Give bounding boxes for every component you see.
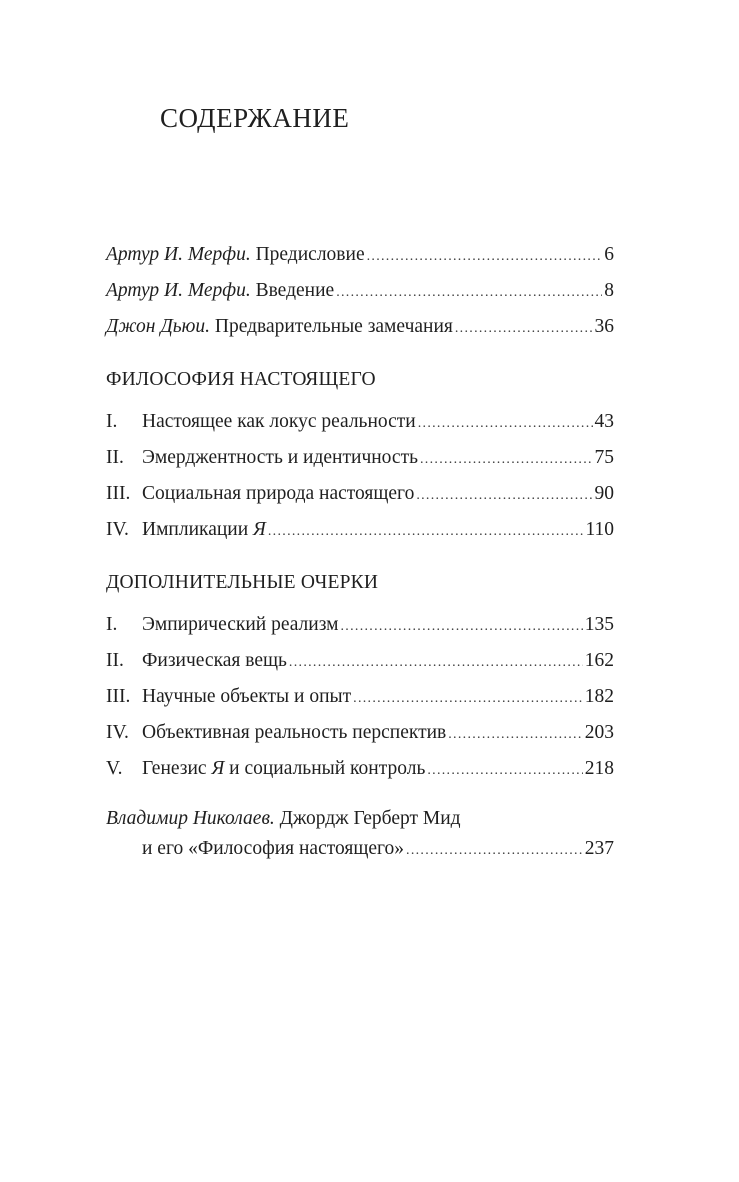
entry-page-number: 6: [604, 244, 614, 265]
entry-page-number: 218: [584, 758, 614, 779]
entry-number: II.: [106, 447, 124, 468]
leader-dots: [420, 442, 593, 478]
entry-title-italic: Я: [253, 519, 266, 540]
leader-dots: [289, 645, 583, 681]
page-title: СОДЕРЖАНИЕ: [160, 103, 350, 133]
entry-title: Социальная природа настоящего: [142, 483, 415, 504]
leader-dots: [336, 275, 602, 311]
entry-page-number: 75: [594, 447, 614, 468]
leader-dots: [367, 239, 603, 275]
entry-title: Предварительные замечания: [214, 316, 453, 337]
entry-page-number: 203: [584, 722, 614, 743]
leader-dots: [418, 406, 593, 442]
entry-title: Введение: [255, 280, 335, 301]
leader-dots: [416, 478, 592, 514]
toc-entry-afterword-line2[interactable]: [106, 834, 614, 864]
entry-number: I.: [106, 411, 118, 432]
toc-entry-s1-3[interactable]: [106, 476, 614, 512]
entry-title-rest: и социальный контроль: [229, 758, 426, 779]
toc-entry-s1-4[interactable]: [106, 512, 614, 548]
entry-title-italic: Я: [211, 758, 225, 779]
entry-author: Джон Дьюи.: [106, 316, 211, 337]
toc-entry-s2-1[interactable]: [106, 607, 614, 643]
entry-number: IV.: [106, 519, 129, 540]
entry-number: I.: [106, 614, 118, 635]
entry-number: III.: [106, 483, 131, 504]
entry-title: Генезис: [142, 758, 207, 779]
leader-dots: [448, 717, 583, 753]
entry-title: Эмерджентность и идентичность: [142, 447, 418, 468]
leader-dots: [341, 609, 583, 645]
leader-dots: [268, 514, 584, 550]
spacer: [106, 345, 614, 362]
entry-number: II.: [106, 650, 124, 671]
toc-entry-s2-5[interactable]: [106, 751, 614, 787]
entry-page-number: 110: [585, 519, 614, 540]
entry-title: Объективная реальность перспектив: [142, 722, 447, 743]
entry-number: III.: [106, 686, 131, 707]
toc-entry-preface[interactable]: [106, 237, 614, 273]
entry-page-number: 182: [584, 686, 614, 707]
leader-dots: [406, 836, 583, 866]
section-heading-philosophy-of-present: ФИЛОСОФИЯ НАСТОЯЩЕГО: [106, 369, 376, 390]
toc-entry-preliminary-remarks[interactable]: [106, 309, 614, 345]
leader-dots: [455, 311, 593, 347]
entry-page-number: 237: [584, 838, 614, 859]
entry-title: Импликации: [142, 519, 249, 540]
section-heading-additional-essays: ДОПОЛНИТЕЛЬНЫЕ ОЧЕРКИ: [106, 572, 379, 593]
toc-entry-s2-2[interactable]: [106, 643, 614, 679]
spacer: [106, 548, 614, 565]
entry-page-number: 162: [584, 650, 614, 671]
entry-author: Артур И. Мерфи.: [106, 244, 251, 265]
entry-author: Владимир Николаев.: [106, 808, 275, 829]
leader-dots: [353, 681, 583, 717]
entry-title: Настоящее как локус реальности: [142, 411, 416, 432]
entry-title-continued: и его «Философия настоящего»: [142, 838, 405, 859]
entry-title: Научные объекты и опыт: [142, 686, 352, 707]
entry-author: Артур И. Мерфи.: [106, 280, 251, 301]
toc-entry-s2-3[interactable]: [106, 679, 614, 715]
entry-title: Предисловие: [255, 244, 365, 265]
toc-entry-s1-2[interactable]: [106, 440, 614, 476]
entry-title: Эмпирический реализм: [142, 614, 339, 635]
entry-title: Джордж Герберт Мид: [279, 808, 461, 829]
toc-entry-introduction[interactable]: [106, 273, 614, 309]
spacer: [106, 787, 614, 804]
entry-number: V.: [106, 758, 123, 779]
table-of-contents: [106, 237, 614, 864]
entry-page-number: 135: [584, 614, 614, 635]
toc-entry-s2-4[interactable]: [106, 715, 614, 751]
entry-page-number: 36: [594, 316, 614, 337]
entry-page-number: 8: [604, 280, 614, 301]
entry-page-number: 90: [594, 483, 614, 504]
leader-dots: [427, 753, 582, 789]
entry-number: IV.: [106, 722, 129, 743]
toc-entry-afterword-line1[interactable]: [106, 804, 614, 834]
entry-page-number: 43: [594, 411, 614, 432]
toc-entry-s1-1[interactable]: [106, 404, 614, 440]
entry-title: Физическая вещь: [142, 650, 287, 671]
